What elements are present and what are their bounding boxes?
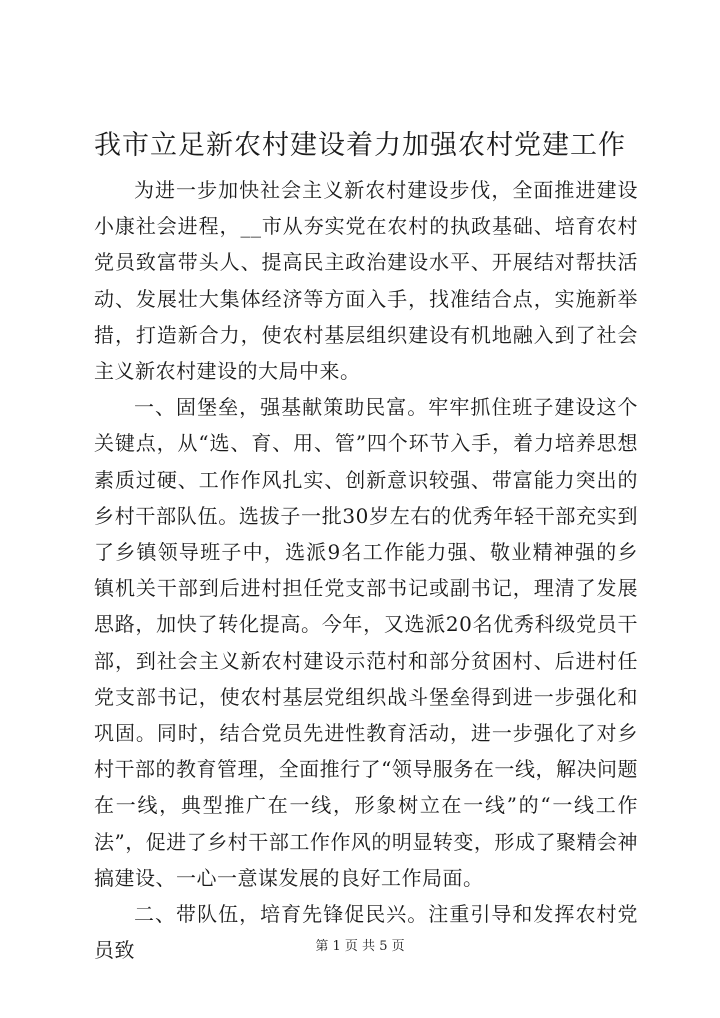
paragraph-section-one: 一、固堡垒，强基献策助民富。牢牢抓住班子建设这个关键点，从“选、育、用、管”四个环节入手，着力培养思想素质过硬、工作作风扎实、创新意识较强、带富能力突出的乡村干部队伍。选拔子一批30岁左右的优秀年轻干部充实到了乡镇领导班子中，选派9名工作能力强、敬业精神强的乡镇机关干部到后进村担任党支部书记或副书记，理清了发展思路，加快了转化提高。今年，又选派20名优秀科级党员干部，到社会主义新农村建设示范村和部分贫困村、后进村任党支部书记，使农村基层党组织战斗堡垒得到进一步强化和巩固。同时，结合党员先进性教育活动，进一步强化了对乡村干部的教育管理，全面推行了“领导服务在一线，解决问题在一线，典型推广在一线，形象树立在一线”的“一线工作法”，促进了乡村干部工作作风的明显转变，形成了聚精会神搞建设、一心一意谋发展的良好工作局面。 xyxy=(94,395,638,890)
document-title: 我市立足新农村建设着力加强农村党建工作 xyxy=(94,130,626,161)
paragraph-intro: 为进一步加快社会主义新农村建设步伐，全面推进建设小康社会进程，__市从夯实党在农村的执政基础、培育农村党员致富带头人、提高民主政治建设水平、开展结对帮扶活动、发展壮大集体经济等方面入手，找准结合点，实施新举措，打造新合力，使农村基层组织建设有机地融入到了社会主义新农村建设的大局中来。 xyxy=(94,178,638,384)
page-number-footer: 第 1 页 共 5 页 xyxy=(315,939,405,954)
paragraph-section-two: 二、带队伍，培育先锋促民兴。注重引导和发挥农村党员致 xyxy=(94,902,638,963)
document-body xyxy=(94,172,638,968)
